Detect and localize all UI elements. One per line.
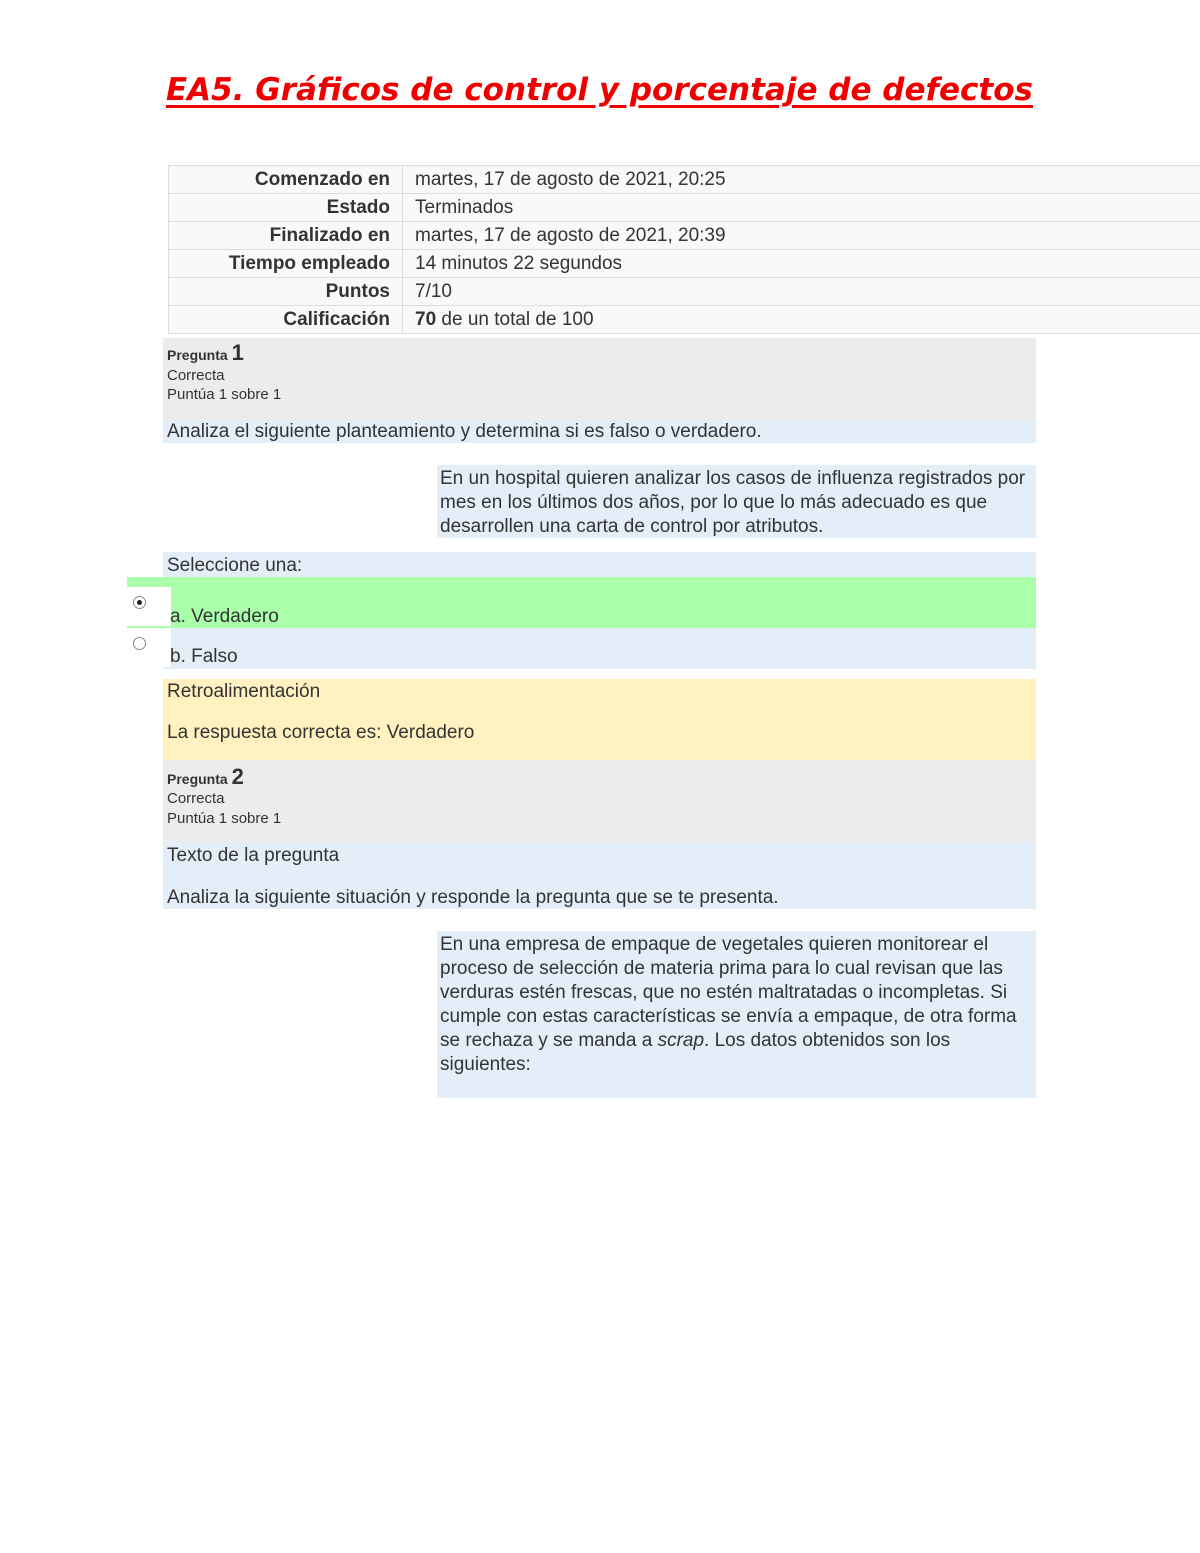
question-number: 1 [231, 340, 244, 365]
summary-row-grade [169, 306, 1200, 334]
summary-value: martes, 17 de agosto de 2021, 20:25 [403, 166, 1200, 194]
question-2-info [163, 760, 1036, 842]
question-2-grade: Puntúa 1 sobre 1 [167, 810, 282, 827]
question-number: 2 [231, 764, 244, 789]
question-2-statement [440, 933, 1034, 1077]
radio-holder-a [127, 587, 171, 626]
summary-label: Puntos [169, 278, 403, 306]
summary-value: 7/10 [403, 278, 1200, 306]
question-1-state: Correcta [167, 367, 225, 384]
question-1-prompt: Analiza el siguiente planteamiento y determina si es falso o verdadero. [167, 421, 762, 442]
feedback-title: Retroalimentación [167, 681, 321, 702]
summary-row-finished [169, 222, 1200, 250]
feedback-text: La respuesta correcta es: Verdadero [167, 722, 475, 743]
radio-option-b[interactable] [133, 637, 146, 650]
summary-row-started [169, 166, 1200, 194]
question-1-grade: Puntúa 1 sobre 1 [167, 386, 282, 403]
summary-row-time-taken [169, 250, 1200, 278]
question-2-state: Correcta [167, 790, 225, 807]
statement-text: En una empresa de empaque de vegetales quieren monitorear el proceso de selección de materia prima para lo cual revisan que las verduras estén frescas, que no estén maltratadas o incompletas. Si cumple con estas características se envía a empaque, de otra forma se rechaza y se manda a [440, 934, 1017, 1051]
summary-label: Calificación [169, 306, 403, 334]
question-1-info [163, 338, 1036, 420]
grade-score: 70 [415, 308, 437, 330]
answer-option-b-label[interactable]: b. Falso [170, 646, 238, 667]
summary-label: Estado [169, 194, 403, 222]
summary-label: Finalizado en [169, 222, 403, 250]
summary-label: Tiempo empleado [169, 250, 403, 278]
radio-holder-b [127, 628, 171, 667]
question-1-label [167, 340, 244, 366]
answer-option-a-label[interactable]: a. Verdadero [170, 606, 279, 627]
summary-row-state [169, 194, 1200, 222]
summary-value [403, 306, 1200, 334]
summary-label: Comenzado en [169, 166, 403, 194]
question-2-heading: Texto de la pregunta [167, 845, 340, 866]
question-1-statement: En un hospital quieren analizar los casos de influenza registrados por mes en los últimos dos años, por lo que lo más adecuado es que desarrollen una carta de control por atributos. [440, 468, 1026, 537]
summary-value: Terminados [403, 194, 1200, 222]
grade-total: de un total de 100 [436, 308, 594, 330]
page-title: EA5. Gráficos de control y porcentaje de defectos [166, 72, 1033, 108]
select-one-label: Seleccione una: [167, 555, 303, 576]
question-2-prompt: Analiza la siguiente situación y responde la pregunta que se te presenta. [167, 887, 779, 908]
question-label-text: Pregunta [167, 771, 228, 787]
question-2-label [167, 764, 244, 790]
summary-row-points [169, 278, 1200, 306]
attempt-summary-table [168, 165, 1200, 334]
summary-value: martes, 17 de agosto de 2021, 20:39 [403, 222, 1200, 250]
summary-value: 14 minutos 22 segundos [403, 250, 1200, 278]
statement-emphasis: scrap [657, 1030, 705, 1051]
question-label-text: Pregunta [167, 347, 228, 363]
statement-text-end: . Los datos obtenidos son los siguientes: [440, 1030, 951, 1075]
radio-option-a[interactable] [133, 596, 146, 609]
